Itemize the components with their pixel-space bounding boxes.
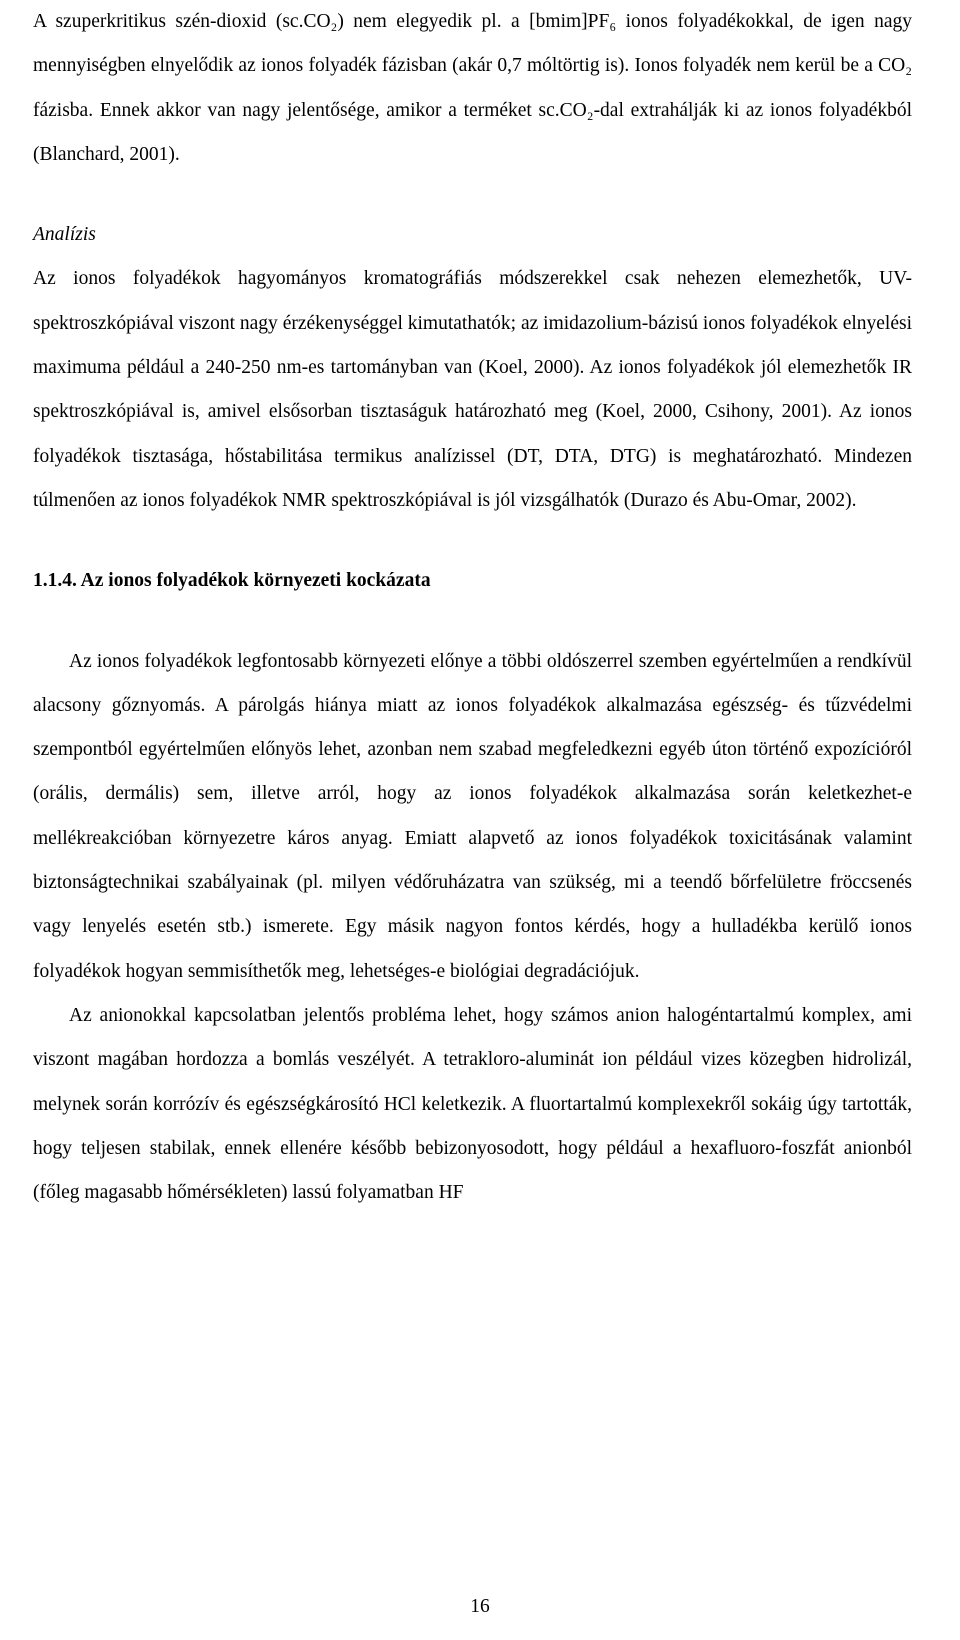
risk-paragraph-2: Az anionokkal kapcsolatban jelentős probléma lehet, hogy számos anion halogéntartalmú komplex, ami viszont magában hordozza a bomlás veszélyét. A tetrakloro-aluminát ion például vizes közegben hidrolizál, melynek során korrózív és egészségkárosító HCl keletkezik. A fluortartalmú komplexekről sokáig úgy tartották, hogy teljesen stabilak, ennek ellenére később bebizonyosodott, hogy például a hexafluoro-foszfát anionból (főleg magasabb hőmérsékleten) lassú folyamatban HF [33, 1004, 912, 1204]
page-body [33, 0, 912, 1215]
risk-paragraph-1: Az ionos folyadékok legfontosabb környezeti előnye a többi oldószerrel szemben egyértelműen a rendkívül alacsony gőznyomás. A párolgás hiánya miatt az ionos folyadékok alkalmazása egészség- és tűzvédelmi szempontból egyértelműen előnyös lehet, azonban nem szabad megfeledkezni egyéb úton történő expozícióról (orális, dermális) sem, illetve arról, hogy az ionos folyadékok alkalmazása során keletkezhet-e mellékreakcióban környezetre káros anyag. Emiatt alapvető az ionos folyadékok toxicitásának valamint biztonságtechnikai szabályainak (pl. milyen védőruházatra van szükség, mi a teendő bőrfelületre fröccsenés vagy lenyelés esetén stb.) ismerete. Egy másik nagyon fontos kérdés, hogy a hulladékba kerülő ionos folyadékok hogyan semmisíthetők meg, lehetséges-e biológiai degradációjuk. [33, 650, 912, 982]
intro-paragraph: A szuperkritikus szén-dioxid (sc.CO₂) nem elegyedik pl. a [bmim]PF₆ ionos folyadékokkal, de igen nagy mennyiségben elnyelődik az ionos folyadék fázisban (akár 0,7 móltörtig is). Ionos folyadék nem kerül be a CO₂ fázisba. Ennek akkor van nagy jelentősége, amikor a terméket sc.CO₂-dal extrahálják ki az ionos folyadékból (Blanchard, 2001). [33, 11, 912, 165]
analysis-paragraph: Az ionos folyadékok hagyományos kromatográfiás módszerekkel csak nehezen elemezhetők, UV-spektroszkópiával viszont nagy érzékenységgel kimutathatók; az imidazolium-bázisú ionos folyadékok elnyelési maximuma például a 240-250 nm-es tartományban van (Koel, 2000). Az ionos folyadékok jól elemezhetők IR spektroszkópiával is, amivel elsősorban tisztaságuk határozható meg (Koel, 2000, Csihony, 2001). Az ionos folyadékok tisztasága, hőstabilitása termikus analízissel (DT, DTA, DTG) is meghatározható. Mindezen túlmenően az ionos folyadékok NMR spektroszkópiával is jól vizsgálhatók (Durazo és Abu-Omar, 2002). [33, 268, 912, 511]
spacer [33, 523, 912, 559]
section-heading: 1.1.4. Az ionos folyadékok környezeti kockázata [33, 570, 431, 592]
page-number: 16 [470, 1596, 490, 1617]
spacer [33, 177, 912, 213]
spacer [33, 604, 912, 640]
analysis-heading: Analízis [33, 224, 96, 246]
